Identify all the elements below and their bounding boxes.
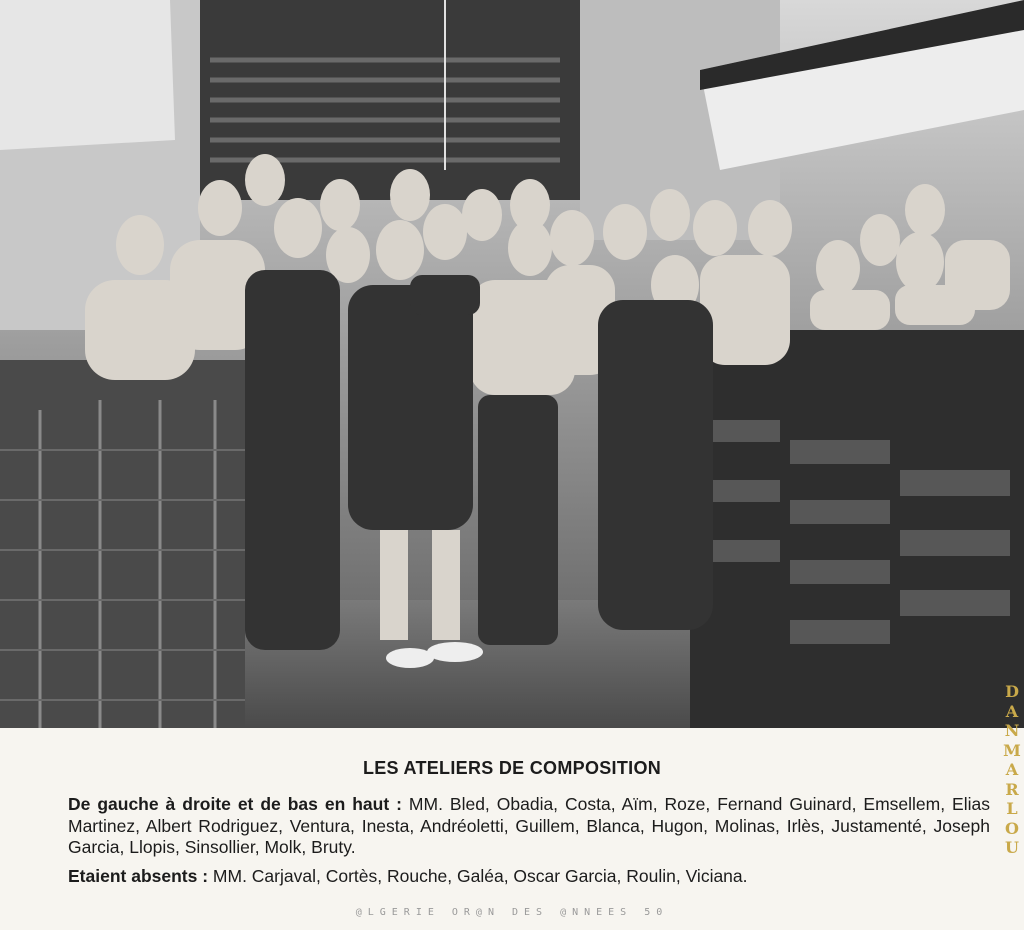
watermark-bottom: @LGERIE OR@N DES @NNEES 50 bbox=[355, 907, 669, 918]
caption-title: LES ATELIERS DE COMPOSITION bbox=[362, 758, 662, 778]
caption-block bbox=[0, 728, 1000, 930]
absent-paragraph bbox=[68, 866, 990, 888]
names-paragraph bbox=[68, 794, 990, 859]
absent-lead: Etaient absents : bbox=[68, 866, 209, 886]
watermark-side: DANMARLOU bbox=[1003, 682, 1021, 857]
names-list: MM. Bled, Obadia, Costa, Aïm, Roze, Fernand Guinard, Emsellem, Elias Martinez, Albert Rodriguez, Ventura, Inesta, Andréoletti, Guillem, Blanca, Hugon, Molinas, Irlès, Justamenté, Joseph Garcia, Llopis, Sinsollier, Molk, Bruty. bbox=[68, 794, 990, 857]
absent-list: MM. Carjaval, Cortès, Rouche, Galéa, Oscar Garcia, Roulin, Viciana. bbox=[208, 866, 748, 886]
names-lead: De gauche à droite et de bas en haut : bbox=[68, 794, 402, 814]
